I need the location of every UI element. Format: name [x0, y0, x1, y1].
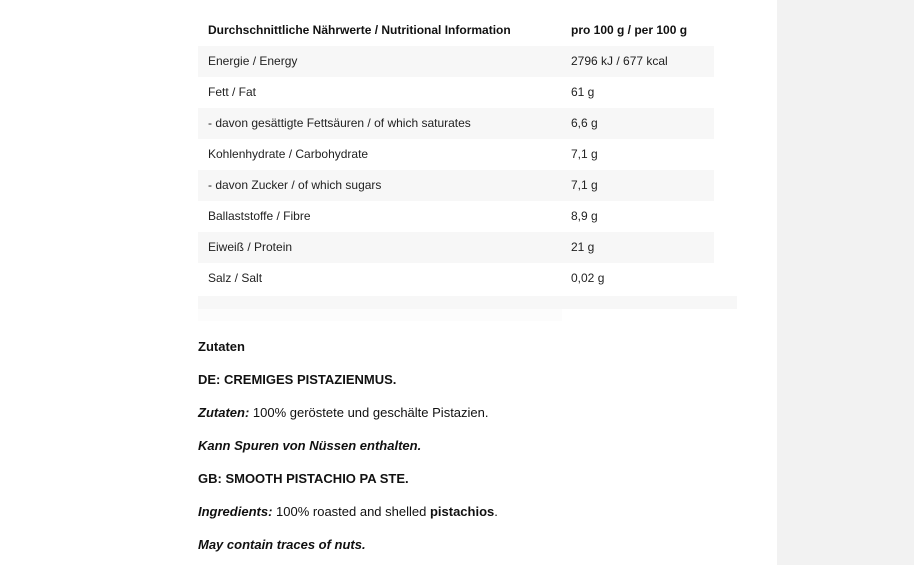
gb-ingredients-label: Ingredients:	[198, 504, 273, 519]
nutrition-table	[198, 14, 714, 294]
table-bottom-fade	[198, 309, 562, 321]
gb-ingredients-line	[198, 501, 758, 534]
amount-cell: 7,1 g	[571, 147, 598, 161]
gb-allergen-note: May contain traces of nuts.	[198, 537, 366, 552]
nutrition-table-header	[198, 14, 714, 46]
de-allergen-note: Kann Spuren von Nüssen enthalten.	[198, 438, 422, 453]
amount-cell: 6,6 g	[571, 116, 598, 130]
nutrient-cell: Salz / Salt	[208, 271, 263, 285]
amount-cell: 8,9 g	[571, 209, 598, 223]
nutrient-cell: Fett / Fat	[208, 85, 257, 99]
table-row	[198, 108, 714, 139]
de-ingredients-line	[198, 402, 758, 435]
table-header-row	[198, 14, 714, 46]
amount-cell: 0,02 g	[571, 271, 605, 285]
nutrient-cell: Eiweiß / Protein	[208, 240, 293, 254]
nutrition-table-body	[198, 46, 714, 294]
de-ingredients-label: Zutaten:	[198, 405, 250, 420]
amount-cell: 21 g	[571, 240, 595, 254]
ingredients-heading: Zutaten	[198, 339, 245, 354]
amount-column-header: pro 100 g / per 100 g	[571, 22, 688, 37]
table-row	[198, 170, 714, 201]
gb-ingredients-text: 100% roasted and shelled	[272, 504, 430, 519]
gb-ingredients-end: .	[494, 504, 498, 519]
nutrient-cell: Kohlenhydrate / Carbohydrate	[208, 147, 369, 161]
ingredients-section	[198, 336, 758, 565]
right-side-panel	[777, 0, 914, 565]
table-row	[198, 232, 714, 263]
nutrient-cell: - davon gesättigte Fettsäuren / of which saturates	[208, 116, 471, 130]
table-row	[198, 201, 714, 232]
nutrient-column-header: Durchschnittliche Nährwerte / Nutritional Information	[208, 22, 511, 37]
table-row	[198, 77, 714, 108]
table-row	[198, 263, 714, 294]
table-row	[198, 139, 714, 170]
amount-cell: 2796 kJ / 677 kcal	[571, 54, 668, 68]
table-empty-row	[198, 296, 737, 309]
nutrient-cell: Ballaststoffe / Fibre	[208, 209, 311, 223]
nutrient-cell: - davon Zucker / of which sugars	[208, 178, 382, 192]
table-row	[198, 46, 714, 77]
nutrient-cell: Energie / Energy	[208, 54, 298, 68]
de-product-title: DE: CREMIGES PISTAZIENMUS.	[198, 372, 397, 387]
amount-cell: 7,1 g	[571, 178, 598, 192]
gb-ingredients-highlight: pistachios	[429, 504, 495, 519]
de-ingredients-text: 100% geröstete und geschälte Pistazien.	[249, 405, 489, 420]
gb-product-title: GB: SMOOTH PISTACHIO PA STE.	[198, 471, 409, 486]
amount-cell: 61 g	[571, 85, 595, 99]
